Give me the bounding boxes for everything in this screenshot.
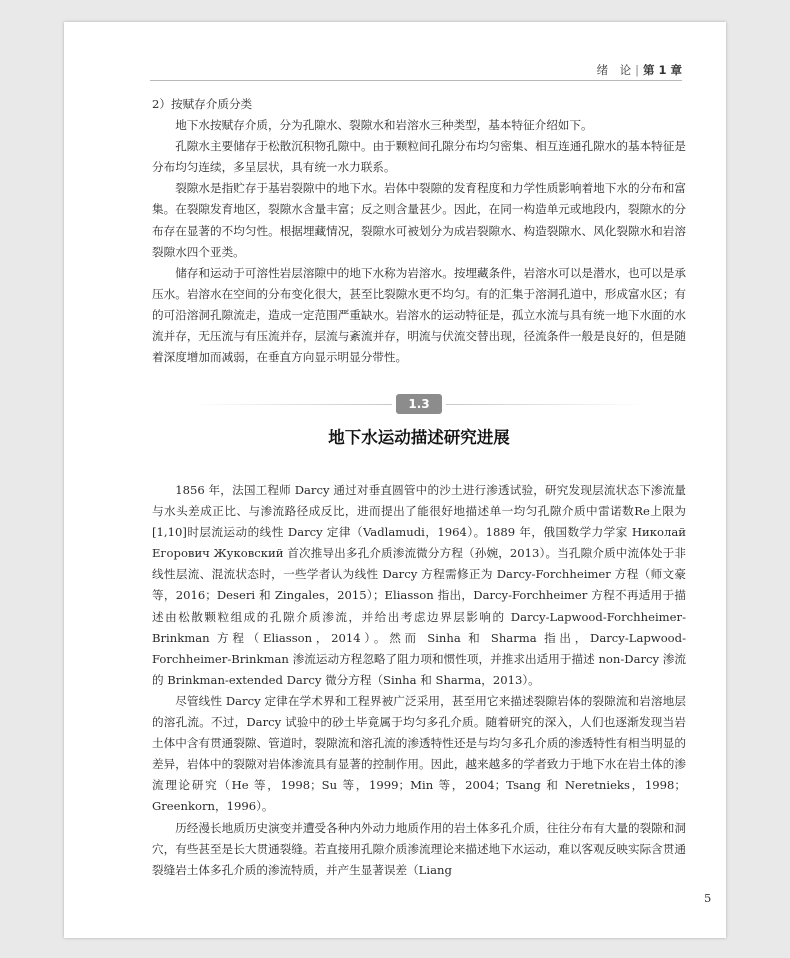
divider-line-right: [446, 404, 646, 405]
page-number: 5: [704, 891, 712, 905]
header-divider: |: [635, 63, 639, 77]
body-text-upper: [152, 94, 686, 368]
section-number-badge: 1.3: [396, 394, 442, 414]
section-badge-row: [152, 394, 686, 414]
running-header: [150, 62, 682, 81]
header-chapter: 第 1 章: [642, 63, 682, 77]
header-section: 绪 论: [596, 63, 632, 77]
book-page: [64, 22, 726, 938]
paragraph: 历经漫长地质历史演变并遭受各种内外动力地质作用的岩土体多孔介质，往往分布有大量的裂隙和洞穴，有些甚至是长大贯通裂缝。若直接用孔隙介质渗流理论来描述地下水运动，难以客观反映实际含贯通裂缝岩土体多孔介质的渗流特质，并产生显著误差（Liang: [152, 820, 686, 877]
paragraph: 储存和运动于可溶性岩层溶隙中的地下水称为岩溶水。按埋藏条件，岩溶水可以是潜水，也可以是承压水。岩溶水在空间的分布变化很大，甚至比裂隙水更不均匀。有的汇集于溶洞孔道中，形成富水区；有的可沿溶洞孔隙流走，造成一定范围严重缺水。岩溶水的运动特征是，孤立水流与具有统一地下水面的水流并存，无压流与有压流并存，层流与紊流并存，明流与伏流交替出现，径流条件一般是良好的，但是随着深度增加而减弱，在垂直方向显示明显分带性。: [152, 265, 686, 365]
subsection-heading: 2）按赋存介质分类: [152, 97, 253, 111]
paragraph: 孔隙水主要储存于松散沉积物孔隙中。由于颗粒间孔隙分布均匀密集、相互连通孔隙水的基本特征是分布均匀连续，多呈层状，具有统一水力联系。: [152, 139, 686, 175]
paragraph: 裂隙水是指贮存于基岩裂隙中的地下水。岩体中裂隙的发育程度和力学性质影响着地下水的分布和富集。在裂隙发育地区，裂隙水含量丰富；反之则含量甚少。因此，在同一构造单元或地段内，裂隙水的分布存在显著的不均匀性。根据埋藏情况，裂隙水可被划分为成岩裂隙水、构造裂隙水、风化裂隙水和岩溶裂隙水四个亚类。: [152, 181, 686, 259]
body-text-lower: [152, 480, 686, 881]
section-title: 地下水运动描述研究进展: [328, 428, 510, 447]
divider-line-left: [192, 404, 392, 405]
paragraph: 尽管线性 Darcy 定律在学术界和工程界被广泛采用，甚至用它来描述裂隙岩体的裂隙流和岩溶地层的溶孔流。不过，Darcy 试验中的砂土毕竟属于均匀多孔介质。随着研究的深入，人们也逐渐发现当岩土体中含有贯通裂隙、管道时，裂隙流和溶孔流的渗透特性还是与均匀多孔介质的渗透特性有相当明显的差异，岩体中的裂隙对岩体渗流具有显著的控制作用。因此，越来越多的学者致力于地下水在岩土体的渗流理论研究（He 等，1998；Su 等，1999；Min 等，2004；Tsang 和 Neretnieks，1998；Greenkorn，1996）。: [152, 693, 686, 814]
paragraph: 1856 年，法国工程师 Darcy 通过对垂直圆管中的沙土进行渗透试验，研究发现层流状态下渗流量与水头差成正比、与渗流路径成反比，进而提出了能很好地描述单一均匀孔隙介质中雷诺数Re上限为[1,10]时层流运动的线性 Darcy 定律（Vadlamudi，1964）。1889 年，俄国数学力学家 Николай Егорович Жуковский 首次推导出多孔介质渗流微分方程（孙婉，2013）。当孔隙介质中流体处于非线性层流、混流状态时，一些学者认为线性 Darcy 方程需修正为 Darcy-Forchheimer 方程（师文豪等，2016；Deseri 和 Zingales，2015）；Eliasson 指出，Darcy-Forchheimer 方程不再适用于描述由松散颗粒组成的孔隙介质渗流，并给出考虑边界层影响的 Darcy-Lapwood-Forchheimer-Brinkman 方程（Eliasson，2014）。然而 Sinha 和 Sharma 指出，Darcy-Lapwood-Forchheimer-Brinkman 渗流运动方程忽略了阻力项和惯性项，并推求出适用于描述 non-Darcy 渗流的 Brinkman-extended Darcy 微分方程（Sinha 和 Sharma，2013）。: [152, 483, 686, 687]
paragraph: 地下水按赋存介质，分为孔隙水、裂隙水和岩溶水三种类型，基本特征介绍如下。: [175, 118, 593, 133]
